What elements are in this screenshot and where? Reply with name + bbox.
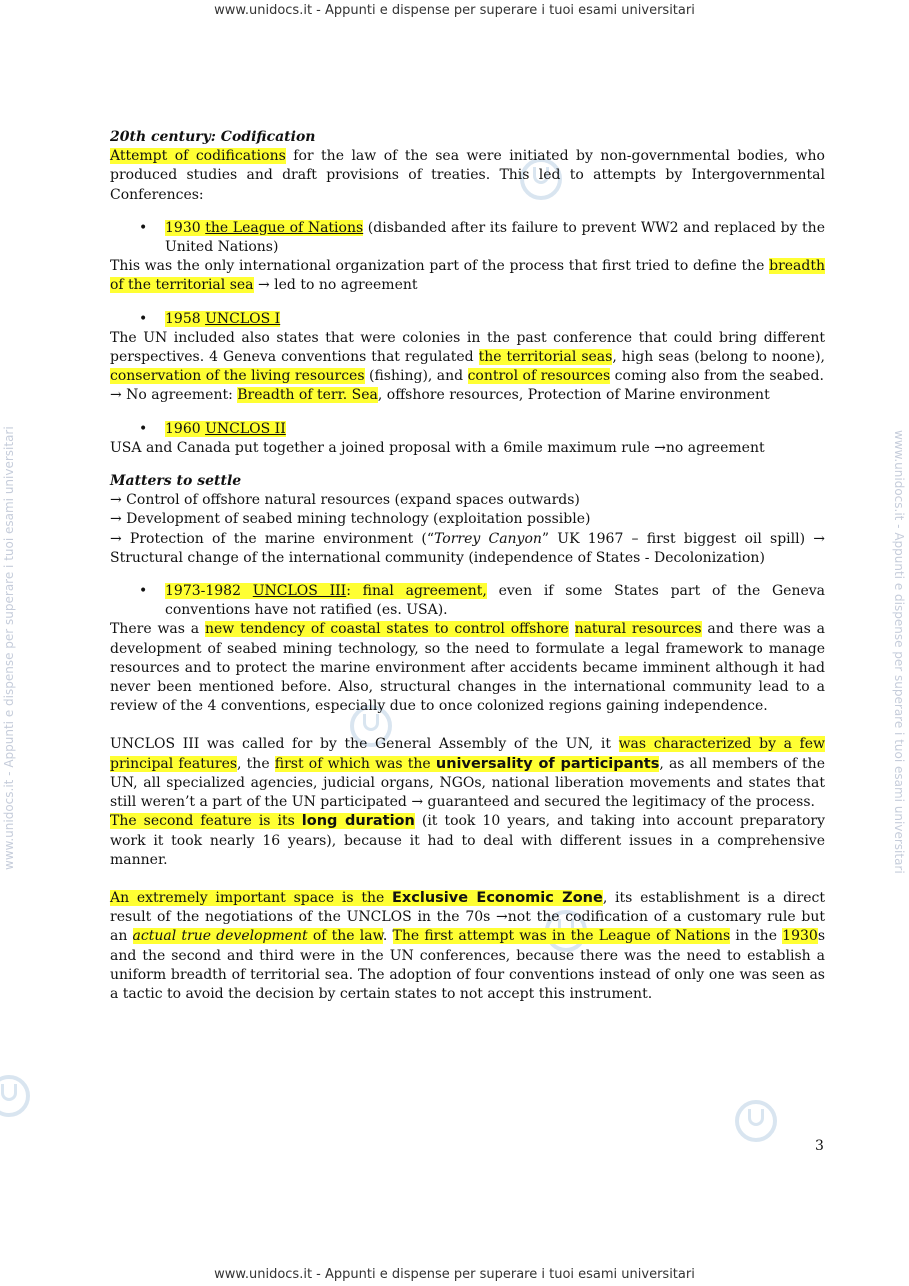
bold-text: Exclusive Economic Zone [392, 889, 603, 906]
paragraph [110, 147, 825, 205]
highlight [110, 890, 603, 906]
text: → No agreement: [110, 387, 238, 404]
bullet-list [110, 219, 825, 257]
highlight: 1930 [782, 928, 818, 945]
underlined-name: UNCLOS II [205, 420, 286, 437]
page-number: 3 [815, 1138, 824, 1154]
text: (fishing), and [364, 368, 468, 385]
text: , offshore resources, Protection of Marine environment [377, 387, 770, 404]
paragraph [110, 735, 825, 812]
text: of the law [307, 928, 383, 945]
highlight [165, 421, 286, 437]
left-side-watermark: www.unidocs.it - Appunti e dispense per superare i tuoi esami universitari [2, 426, 16, 870]
bullet-list [110, 420, 825, 439]
italic-text: Torrey Canyon [434, 530, 542, 547]
text: An extremely important space is the [110, 889, 393, 906]
italic-text: actual true development [132, 928, 308, 945]
year: 1958 [165, 310, 206, 327]
paragraph [110, 386, 825, 405]
paragraph: → Development of seabed mining technology (exploitation possible) [110, 511, 591, 528]
underlined-name: the League of Nations [205, 219, 364, 236]
paragraph [110, 257, 825, 295]
unidocs-logo-icon [0, 1075, 30, 1117]
text: : final agreement, [346, 583, 487, 600]
header-banner: www.unidocs.it - Appunti e dispense per superare i tuoi esami universitari [214, 3, 695, 18]
paragraph: USA and Canada put together a joined proposal with a 6mile maximum rule →no agreement [110, 439, 765, 456]
underlined-name: UNCLOS I [205, 310, 281, 327]
text: , as all members of the UN, all specialized agencies, judicial organs, NGOs, national liberation movements and states that still weren’t a part of the UN participated → guaranteed and secured the legitimacy of the process. [110, 755, 825, 811]
text: coming also from the seabed. [610, 368, 824, 385]
text: , high seas (belong to noone), [612, 349, 825, 366]
text [569, 621, 575, 637]
highlight: conservation of the living resources [110, 368, 365, 385]
text: and there was a development of seabed mining technology, so the need to formulate a legal framework to manage resources and to protect the marine environment after accidents became imminent although it had never been mentioned before. Also, structural changes in the international community lead to a review of the 4 conventions, especially due to once colonized regions gaining independence. [110, 621, 825, 715]
paragraph: → Control of offshore natural resources (expand spaces outwards) [110, 492, 580, 509]
highlight: breadth of the territorial sea [110, 258, 825, 294]
document-body [110, 128, 825, 1004]
highlight [165, 311, 280, 327]
text: ” UK 1967 – first biggest oil spill) → Structural change of the international community (independence of States - Decolonization) [110, 530, 825, 566]
highlight: Attempt of codifications [110, 148, 286, 165]
highlight: control of resources [467, 368, 611, 385]
list-item [165, 420, 825, 439]
bold-text: universality of participants [435, 755, 660, 772]
text: This was the only international organization part of the process that first tried to define the [110, 258, 770, 275]
text: → Protection of the marine environment (“ [110, 530, 435, 547]
section-heading: 20th century: Codification [110, 129, 316, 145]
highlight: the territorial seas [478, 349, 613, 366]
paragraph [110, 620, 825, 716]
highlight [133, 928, 383, 944]
bullet-list [110, 310, 825, 329]
text: There was a [110, 621, 205, 638]
list-item [165, 582, 825, 620]
unidocs-logo-icon [735, 1100, 777, 1142]
bold-text: long duration [301, 813, 415, 830]
paragraph [110, 530, 825, 568]
highlight: natural resources [574, 621, 702, 638]
highlight: was characterized by a few principal features [110, 736, 825, 772]
text: The UN included also states that were colonies in the past conference that could bring different perspectives. 4 Geneva conventions that regulated [110, 329, 825, 366]
text: . [382, 928, 393, 945]
year: 1930 [165, 219, 206, 236]
year: 1960 [165, 420, 206, 437]
text: in the [730, 928, 783, 945]
text: The second feature is its [110, 813, 302, 830]
text: even if some States part of the Geneva conventions have not ratified (es. USA). [165, 583, 825, 619]
text: s and the second and third were in the UN conferences, because there was the need to establish a uniform breadth of territorial sea. The adoption of four conventions instead of only one was seen as a tactic to avoid the decision by certain states to not accept this instrument. [110, 928, 825, 1002]
list-item [165, 310, 825, 329]
text: (it took 10 years, and taking into account preparatory work it took nearly 16 years), because it had to deal with different issues in a comprehensive manner. [110, 813, 825, 868]
highlight [110, 813, 415, 829]
text: → led to no agreement [253, 277, 418, 294]
underlined-name: UNCLOS III [252, 583, 347, 600]
paragraph [110, 812, 825, 870]
highlight [275, 756, 660, 772]
list-item [165, 219, 825, 257]
highlight [165, 220, 363, 236]
text: , the [237, 755, 275, 772]
highlight: new tendency of coastal states to control offshore [204, 621, 569, 638]
text: for the law of the sea were initiated by non-governmental bodies, who produced studies and draft provisions of treaties. This led to attempts by Intergovernmental Conferences: [110, 148, 825, 203]
highlight: Breadth of terr. Sea [237, 387, 378, 404]
text: UNCLOS III was called for by the General Assembly of the UN, it [110, 736, 619, 753]
highlight [165, 583, 487, 599]
right-side-watermark: www.unidocs.it - Appunti e dispense per superare i tuoi esami universitari [892, 430, 906, 874]
year: 1973-1982 [165, 583, 253, 600]
section-heading: Matters to settle [110, 473, 242, 490]
paragraph [110, 329, 825, 387]
text: first of which was the [274, 755, 436, 772]
paragraph [110, 889, 825, 1004]
bullet-list [110, 582, 825, 620]
text: (disbanded after its failure to prevent WW2 and replaced by the United Nations) [165, 219, 825, 256]
text: , its establishment is a direct result of the negotiations of the UNCLOS in the 70s →not the codification of a customary rule but an [110, 889, 825, 945]
highlight: The first attempt was in the League of Nations [392, 928, 731, 945]
footer-banner: www.unidocs.it - Appunti e dispense per superare i tuoi esami universitari [214, 1267, 695, 1282]
